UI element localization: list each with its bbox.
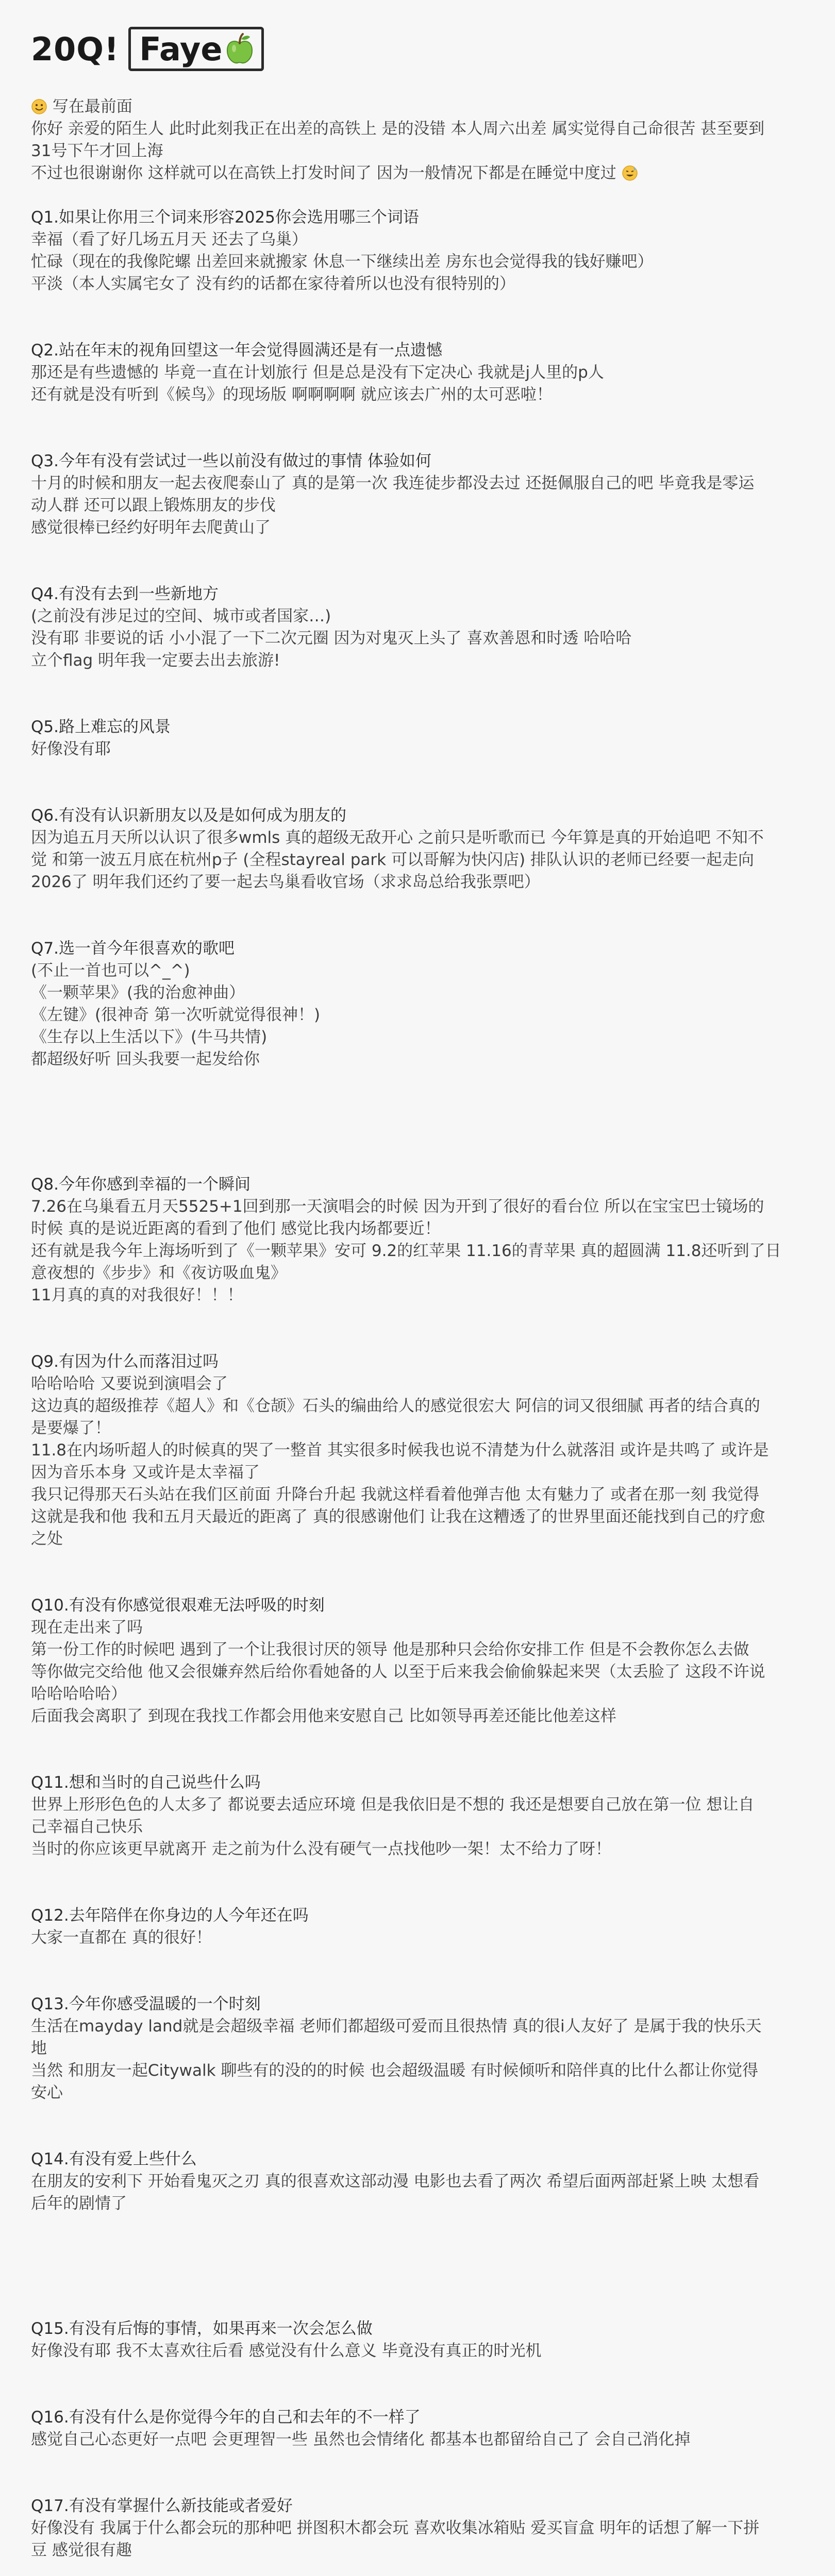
qa-section [31,2318,809,2362]
answer-line: 现在走出来了吗 [31,1618,143,1637]
answer-line: 大家一直都在 真的很好！ [31,1928,212,1947]
answer-line: 忙碌（现在的我像陀螺 出差回来就搬家 休息一下继续出差 房东也会觉得我的钱好赚吧） [31,252,654,271]
spacer [31,1860,809,1905]
intro-line: 31号下午才回上海 [31,142,163,160]
answer-line: 己幸福自己快乐 [31,1818,143,1836]
answer-line: 我只记得那天石头站在我们区前面 升降台升起 我就这样看着他弹吉他 太有魅力了 或者在那一刻 我觉得 [31,1485,760,1504]
spacer [31,2451,809,2495]
title-name: Faye [139,30,223,68]
spacer [31,2215,809,2318]
answer-line: 后年的剧情了 [31,2194,127,2213]
question-text: Q17.有没有掌握什么新技能或者爱好 [31,2497,293,2515]
title-prefix: 20Q! [31,30,120,68]
question-text: Q14.有没有爱上些什么 [31,2150,197,2168]
title-row [31,21,809,77]
answer-line: 哈哈哈哈哈） [31,1685,127,1703]
qa-section [31,2406,809,2451]
answer-line: 觉 和第一波五月底在杭州p子 (全程stayreal park 可以哥解为快闪店) 排队认识的老师已经要一起走向 [31,851,754,869]
spacer [31,1949,809,1993]
answer-line: 生活在mayday land就是会超级幸福 老师们都超级可爱而且很热情 真的很i人友好了 是属于我的快乐天 [31,2017,762,2036]
qa-section [31,583,809,672]
spacer [31,672,809,716]
question-text: Q6.有没有认识新朋友以及是如何成为朋友的 [31,806,346,825]
spacer [31,1550,809,1595]
answer-line: 《左键》(很神奇 第一次听就觉得很神！) [31,1006,321,1024]
answer-line: 感觉自己心态更好一点吧 会更理智一些 虽然也会情绪化 都基本也都留给自己了 会自己消化掉 [31,2430,691,2449]
answer-line: 当时的你应该更早就离开 走之前为什么没有硬气一点找他吵一架！太不给力了呀！ [31,1840,611,1858]
intro-heading-text: 写在最前面 [52,97,132,116]
qa-section [31,1993,809,2104]
answer-line: 11.8在内场听超人的时候真的哭了一整首 其实很多时候我也说不清楚为什么就落泪 或许是共鸣了 或许是 [31,1441,769,1460]
question-text: Q15.有没有后悔的事情，如果再来一次会怎么做 [31,2319,373,2338]
answer-line: 《生存以上生活以下》(牛马共情) [31,1028,268,1046]
answer-line: 等你做完交给他 他又会很嫌弃然后给你看她备的人 以至于后来我会偷偷躲起来哭（太丢脸了 这段不许说 [31,1663,765,1681]
answer-line: 世界上形形色色的人太多了 都说要去适应环境 但是我依旧是不想的 我还是想要自己放在第一位 想让自 [31,1795,755,1814]
intro-heading [31,96,809,118]
question-text: Q9.有因为什么而落泪过吗 [31,1352,219,1371]
answer-line: 豆 感觉很有趣 [31,2541,132,2560]
spacer [31,2562,809,2576]
spacer [31,406,809,450]
qa-section [31,1351,809,1550]
qa-section [31,207,809,295]
sweat-smile-icon [622,165,638,181]
question-text: Q13.今年你感受温暖的一个时刻 [31,1995,261,2013]
content [31,96,809,2576]
smile-icon [31,98,47,115]
answer-line: 动人群 还可以跟上锻炼朋友的步伐 [31,496,276,515]
answer-line: 地 [31,2039,47,2058]
spacer [31,295,809,340]
answer-line: 那还是有些遗憾的 毕竟一直在计划旅行 但是总是没有下定决心 我就是j人里的p人 [31,363,604,382]
spacer [31,2362,809,2406]
question-text: Q7.选一首今年很喜欢的歌吧 [31,939,235,958]
question-text: Q1.如果让你用三个词来形容2025你会选用哪三个词语 [31,208,419,227]
green-apple-icon [225,33,254,65]
answer-line: 第一份工作的时候吧 遇到了一个让我很讨厌的领导 他是那种只会给你安排工作 但是不会教你怎么去做 [31,1640,749,1659]
answer-line: 好像没有耶 我不太喜欢往后看 感觉没有什么意义 毕竟没有真正的时光机 [31,2342,542,2360]
intro-line: 你好 亲爱的陌生人 此时此刻我正在出差的高铁上 是的没错 本人周六出差 属实觉得自己命很苦 甚至要到 [31,120,765,138]
question-text: Q2.站在年末的视角回望这一年会觉得圆满还是有一点遗憾 [31,341,442,360]
spacer [31,184,809,207]
answer-line: 好像没有耶 [31,740,111,758]
question-text: Q10.有没有你感觉很艰难无法呼吸的时刻 [31,1596,325,1615]
qa-section [31,2148,809,2215]
answer-line: 之处 [31,1530,63,1548]
spacer [31,1071,809,1174]
answer-line: 当然 和朋友一起Citywalk 聊些有的没的的时候 也会超级温暖 有时候倾听和陪伴真的比什么都让你觉得 [31,2061,759,2080]
title-name-box [128,27,264,71]
answer-line: 还有就是没有听到《候鸟》的现场版 啊啊啊啊 就应该去广州的太可恶啦！ [31,385,553,404]
answer-line: 《一颗苹果》(我的治愈神曲） [31,984,245,1002]
qa-section [31,716,809,760]
answer-line: (不止一首也可以^_^) [31,961,190,980]
answer-line: 好像没有 我属于什么都会玩的那种吧 拼图积木都会玩 喜欢收集冰箱贴 爱买盲盒 明年的话想了解一下拼 [31,2519,760,2537]
qa-section [31,1905,809,1949]
qa-section [31,938,809,1071]
answer-line: 幸福（看了好几场五月天 还去了乌巢） [31,230,308,249]
intro-line [31,162,809,184]
answer-line: 安心 [31,2083,63,2102]
qa-section [31,450,809,539]
spacer [31,1727,809,1772]
answer-line: 7.26在乌巢看五月天5525+1回到那一天演唱会的时候 因为开到了很好的看台位 所以在宝宝巴士镜场的 [31,1197,764,1216]
answer-line: 都超级好听 回头我要一起发给你 [31,1050,260,1069]
answer-line: 因为追五月天所以认识了很多wmls 真的超级无敌开心 之前只是听歌而已 今年算是真的开始追吧 不知不 [31,828,764,847]
answer-line: 2026了 明年我们还约了要一起去鸟巢看收官场（求求岛总给我张票吧） [31,873,540,891]
spacer [31,1307,809,1351]
answer-line: 后面我会离职了 到现在我找工作都会用他来安慰自己 比如领导再差还能比他差这样 [31,1707,616,1725]
qa-section [31,1174,809,1307]
answer-line: 时候 真的是说近距离的看到了他们 感觉比我内场都要近！ [31,1219,441,1238]
spacer [31,893,809,938]
answer-line: (之前没有涉足过的空间、城市或者国家…) [31,607,331,625]
answer-line: 平淡（本人实属宅女了 没有约的话都在家待着所以也没有很特别的） [31,275,515,293]
answer-line: 在朋友的安利下 开始看鬼灭之刃 真的很喜欢这部动漫 电影也去看了两次 希望后面两部赶紧上映 太想看 [31,2172,760,2191]
answer-line: 感觉很棒已经约好明年去爬黄山了 [31,518,271,537]
answer-line: 是要爆了！ [31,1419,111,1437]
answer-line: 立个flag 明年我一定要去出去旅游! [31,651,280,670]
question-text: Q3.今年有没有尝试过一些以前没有做过的事情 体验如何 [31,452,431,470]
qa-section [31,340,809,406]
answer-line: 还有就是我今年上海场听到了《一颗苹果》安可 9.2的红苹果 11.16的青苹果 真的超圆满 11.8还听到了日 [31,1242,781,1260]
question-text: Q12.去年陪伴在你身边的人今年还在吗 [31,1906,309,1925]
answer-line: 十月的时候和朋友一起去夜爬泰山了 真的是第一次 我连徒步都没去过 还挺佩服自己的吧 毕竟我是零运 [31,474,755,493]
answer-line: 11月真的真的对我很好！！！ [31,1286,243,1304]
question-text: Q4.有没有去到一些新地方 [31,585,219,603]
answer-line: 这就是我和他 我和五月天最近的距离了 真的很感谢他们 让我在这糟透了的世界里面还能找到自己的疗愈 [31,1507,765,1526]
question-text: Q16.有没有什么是你觉得今年的自己和去年的不一样了 [31,2408,421,2427]
question-text: Q8.今年你感到幸福的一个瞬间 [31,1175,250,1194]
sections-list [31,184,809,2576]
question-text: Q5.路上难忘的风景 [31,718,171,736]
spacer [31,2104,809,2148]
answer-line: 没有耶 非要说的话 小小混了一下二次元圈 因为对鬼灭上头了 喜欢善恩和时透 哈哈哈 [31,629,632,648]
answer-line: 因为音乐本身 又或许是太幸福了 [31,1463,260,1482]
answer-line: 哈哈哈哈 又要说到演唱会了 [31,1375,228,1393]
spacer [31,760,809,805]
qa-section [31,1772,809,1860]
intro-line-text: 不过也很谢谢你 这样就可以在高铁上打发时间了 因为一般情况下都是在睡觉中度过 [31,164,616,182]
spacer [31,539,809,583]
qa-section [31,805,809,893]
answer-line: 这边真的超级推荐《超人》和《仓颉》石头的编曲给人的感觉很宏大 阿信的词又很细腻 再者的结合真的 [31,1397,760,1415]
qa-section [31,1595,809,1727]
question-text: Q11.想和当时的自己说些什么吗 [31,1773,261,1792]
answer-line: 意夜想的《步步》和《夜访吸血鬼》 [31,1264,287,1282]
qa-section [31,2495,809,2562]
